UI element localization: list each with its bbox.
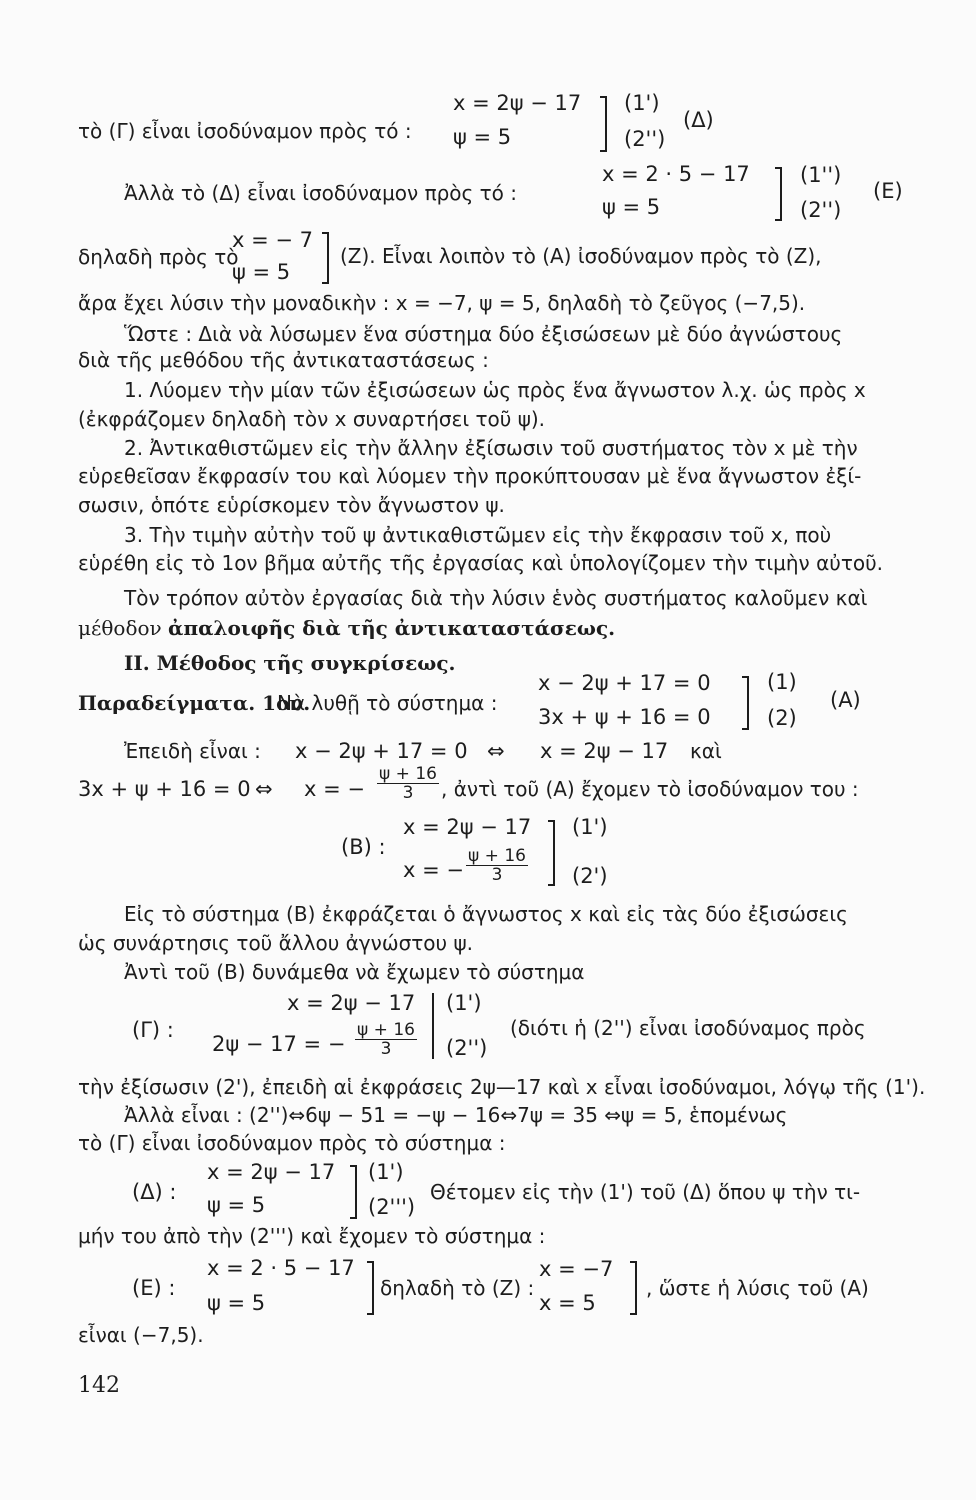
example-intro: Νὰ λυθῇ τὸ σύστημα : bbox=[277, 691, 498, 715]
sysB-tag2: (2') bbox=[572, 864, 608, 888]
second-den: 3 bbox=[377, 783, 439, 802]
sysE-z-brace bbox=[630, 1261, 637, 1315]
sysG-bar bbox=[432, 993, 434, 1059]
example-label: (A) bbox=[830, 688, 861, 712]
example-heading: Παραδείγματα. 1ον. bbox=[78, 691, 311, 715]
sysG-eq1: x = 2ψ − 17 bbox=[287, 991, 416, 1015]
second-lhs: x = − bbox=[304, 777, 365, 801]
sysD-note: Θέτομεν εἰς τὴν (1') τοῦ (Δ) ὅπου ψ τὴν τι- bbox=[430, 1180, 861, 1204]
para4: μήν του ἀπὸ τὴν (2''') καὶ ἔχομεν τὸ σύστημα : bbox=[78, 1224, 546, 1248]
para3-line2: Ἀλλὰ εἶναι : (2'')⇔6ψ − 51 = −ψ − 16⇔7ψ = 35 ⇔ψ = 5, ἑπομένως bbox=[124, 1103, 788, 1127]
sysE-z2: x = 5 bbox=[539, 1291, 596, 1315]
sysD-eq2: ψ = 5 bbox=[207, 1193, 266, 1217]
block2-eq1: x = 2 · 5 − 17 bbox=[602, 162, 750, 186]
method-bold: ἀπαλοιφῆς διὰ τῆς ἀντικαταστάσεως. bbox=[168, 616, 616, 640]
page-number: 142 bbox=[78, 1373, 120, 1398]
method-line bbox=[78, 618, 615, 638]
sysE-end: , ὥστε ἡ λύσις τοῦ (A) bbox=[646, 1276, 869, 1300]
block1-tag2: (2'') bbox=[624, 127, 666, 151]
since-and: καὶ bbox=[690, 739, 722, 763]
since-result: x = 2ψ − 17 bbox=[540, 739, 669, 763]
section-title: II. Μέθοδος τῆς συγκρίσεως. bbox=[124, 651, 456, 675]
block3-rest: (Z). Εἶναι λοιπὸν τὸ (A) ἰσοδύναμον πρὸς τὸ (Z), bbox=[340, 244, 822, 268]
sysE-eq1: x = 2 · 5 − 17 bbox=[207, 1256, 355, 1280]
sysE-eq2: ψ = 5 bbox=[207, 1291, 266, 1315]
sysD-tag1: (1') bbox=[368, 1160, 404, 1184]
since-arrow: ⇔ bbox=[487, 739, 505, 763]
sysB-num: ψ + 16 bbox=[468, 846, 526, 866]
block2-label: (E) bbox=[873, 179, 903, 203]
second-num: ψ + 16 bbox=[379, 764, 437, 784]
block2-tag1: (1'') bbox=[800, 163, 842, 187]
para3-line1: τὴν ἐξίσωσιν (2'), ἐπειδὴ αἱ ἐκφράσεις 2ψ—17 καὶ x εἶναι ἰσοδύναμοι, λόγῳ τῆς (1'). bbox=[78, 1075, 926, 1099]
method-normal: μέθοδον bbox=[78, 616, 162, 640]
sysG-num: ψ + 16 bbox=[357, 1020, 415, 1040]
example-eq2: 3x + ψ + 16 = 0 bbox=[538, 705, 711, 729]
second-eq: 3x + ψ + 16 = 0 bbox=[78, 777, 251, 801]
sysB-fraction bbox=[466, 848, 528, 884]
para1-line3: διὰ τῆς μεθόδου τῆς ἀντικαταστάσεως : bbox=[78, 348, 489, 372]
sysB-label: (B) : bbox=[341, 835, 386, 859]
second-rest: , ἀντὶ τοῦ (A) ἔχομεν τὸ ἰσοδύναμον του : bbox=[441, 777, 859, 801]
final-line: εἶναι (−7,5). bbox=[78, 1323, 204, 1347]
para1-line11: Τὸν τρόπον αὐτὸν ἐργασίας διὰ τὴν λύσιν ἑνὸς συστήματος καλοῦμεν καὶ bbox=[124, 586, 868, 610]
para2-line3: Ἀντὶ τοῦ (B) δυνάμεθα νὰ ἔχωμεν τὸ σύστημα bbox=[124, 960, 585, 984]
sysG-eq2-lhs: 2ψ − 17 = − bbox=[212, 1032, 346, 1056]
example-tag1: (1) bbox=[767, 670, 797, 694]
para1-line4: 1. Λύομεν τὴν μίαν τῶν ἐξισώσεων ὡς πρὸς ἕνα ἄγνωστον λ.χ. ὡς πρὸς x bbox=[124, 378, 866, 402]
since-start: Ἐπειδὴ εἶναι : bbox=[124, 739, 261, 763]
second-fraction bbox=[377, 766, 439, 802]
sysD-tag2: (2''') bbox=[368, 1195, 416, 1219]
sysB-brace bbox=[548, 820, 555, 886]
sysG-note: (διότι ἡ (2'') εἶναι ἰσοδύναμος πρὸς bbox=[510, 1016, 866, 1040]
sysB-tag1: (1') bbox=[572, 815, 608, 839]
second-arrow: ⇔ bbox=[255, 777, 273, 801]
sysE-label: (E) : bbox=[132, 1276, 176, 1300]
example-eq1: x − 2ψ + 17 = 0 bbox=[538, 671, 711, 695]
sysG-label: (Γ) : bbox=[132, 1018, 174, 1042]
para1-line1: ἄρα ἔχει λύσιν τὴν μοναδικὴν : x = −7, ψ = 5, δηλαδὴ τὸ ζεῦγος (−7,5). bbox=[78, 291, 806, 315]
sysE-mid: δηλαδὴ τὸ (Z) : bbox=[380, 1276, 535, 1300]
para1-line10: εὑρέθη εἰς τὸ 1ον βῆμα αὐτῆς τῆς ἐργασίας καὶ ὑπολογίζομεν τὴν τιμὴν αὐτοῦ. bbox=[78, 551, 884, 575]
sysG-den: 3 bbox=[355, 1039, 417, 1058]
block1-label: (Δ) bbox=[683, 108, 714, 132]
block2-eq2: ψ = 5 bbox=[602, 195, 661, 219]
block2-tag2: (2'') bbox=[800, 198, 842, 222]
para1-line2: Ὥστε : Διὰ νὰ λύσωμεν ἕνα σύστημα δύο ἐξισώσεων μὲ δύο ἀγνώστους bbox=[124, 322, 843, 346]
since-eq: x − 2ψ + 17 = 0 bbox=[295, 739, 468, 763]
block3-eq2: ψ = 5 bbox=[232, 260, 291, 284]
sysG-tag1: (1') bbox=[446, 991, 482, 1015]
example-brace bbox=[742, 676, 749, 730]
sysG-tag2: (2'') bbox=[446, 1036, 488, 1060]
sysB-eq2-lhs: x = − bbox=[403, 858, 464, 882]
block1-brace bbox=[600, 96, 607, 152]
block3-brace bbox=[322, 232, 329, 284]
block1-tag1: (1') bbox=[624, 91, 660, 115]
sysG-fraction bbox=[355, 1022, 417, 1058]
block1-intro: τὸ (Γ) εἶναι ἰσοδύναμον πρὸς τό : bbox=[78, 119, 412, 143]
para1-line9: 3. Τὴν τιμὴν αὐτὴν τοῦ ψ ἀντικαθιστῶμεν εἰς τὴν ἔκφρασιν τοῦ x, ποὺ bbox=[124, 523, 832, 547]
para3-line3: τὸ (Γ) εἶναι ἰσοδύναμον πρὸς τὸ σύστημα : bbox=[78, 1131, 506, 1155]
sysD-label: (Δ) : bbox=[132, 1180, 177, 1204]
block2-brace bbox=[775, 167, 782, 221]
block3-eq1: x = − 7 bbox=[232, 228, 314, 252]
example-tag2: (2) bbox=[767, 706, 797, 730]
para1-line6: 2. Ἀντικαθιστῶμεν εἰς τὴν ἄλλην ἐξίσωσιν τοῦ συστήματος τὸν x μὲ τὴν bbox=[124, 436, 858, 460]
para2-line2: ὡς συνάρτησις τοῦ ἄλλου ἀγνώστου ψ. bbox=[78, 931, 473, 955]
sysD-eq1: x = 2ψ − 17 bbox=[207, 1160, 336, 1184]
sysB-den: 3 bbox=[466, 865, 528, 884]
sysE-brace bbox=[367, 1261, 374, 1315]
para2-line1: Εἰς τὸ σύστημα (B) ἐκφράζεται ὁ ἄγνωστος x καὶ εἰς τὰς δύο ἐξισώσεις bbox=[124, 902, 848, 926]
sysE-z1: x = −7 bbox=[539, 1257, 614, 1281]
sysD-brace bbox=[350, 1165, 357, 1219]
block2-intro: Ἀλλὰ τὸ (Δ) εἶναι ἰσοδύναμον πρὸς τό : bbox=[124, 181, 518, 205]
sysB-eq1: x = 2ψ − 17 bbox=[403, 815, 532, 839]
para1-line5: (ἐκφράζομεν δηλαδὴ τὸν x συναρτήσει τοῦ ψ). bbox=[78, 407, 546, 431]
block3-intro: δηλαδὴ πρὸς τὸ bbox=[78, 245, 239, 269]
block1-eq2: ψ = 5 bbox=[453, 125, 512, 149]
para1-line7: εὑρεθεῖσαν ἔκφρασίν του καὶ λύομεν τὴν προκύπτουσαν μὲ ἕνα ἄγνωστον ἐξί- bbox=[78, 464, 862, 488]
block1-eq1: x = 2ψ − 17 bbox=[453, 91, 582, 115]
para1-line8: σωσιν, ὁπότε εὑρίσκομεν τὸν ἄγνωστον ψ. bbox=[78, 493, 505, 517]
